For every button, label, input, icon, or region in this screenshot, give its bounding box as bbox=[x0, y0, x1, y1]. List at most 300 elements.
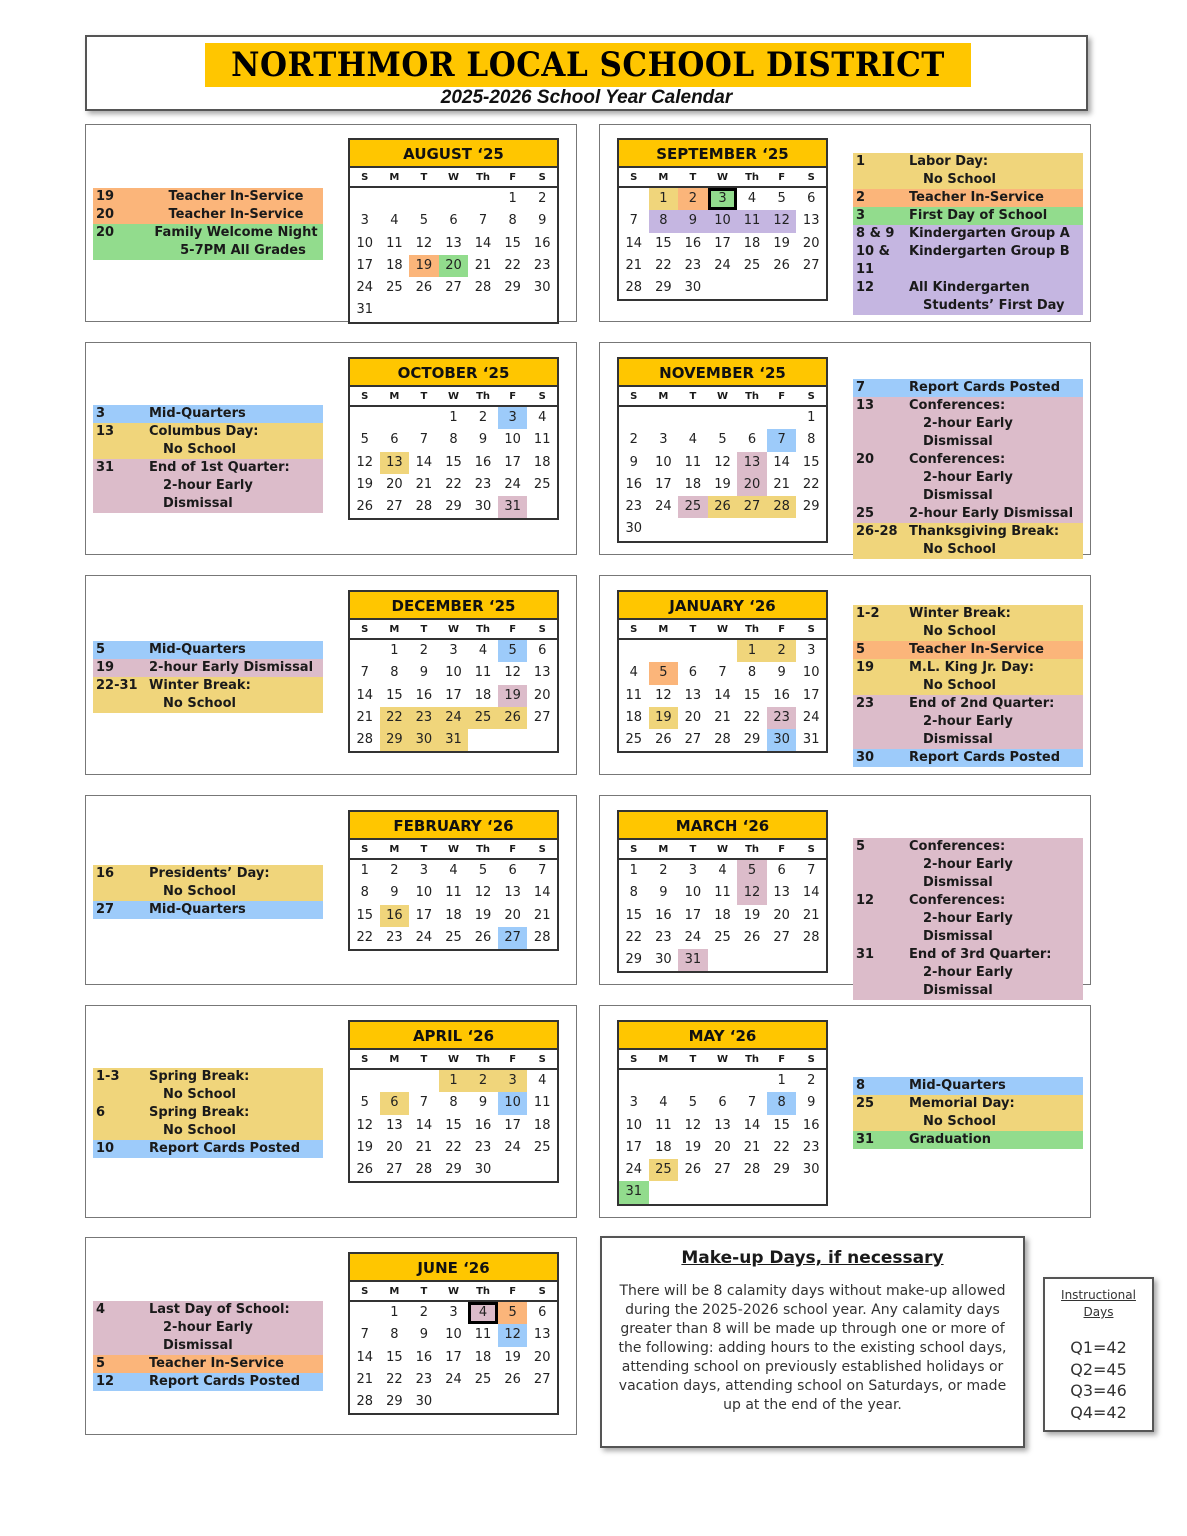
legend-text bbox=[909, 207, 1083, 225]
legend-date: 5 bbox=[96, 1356, 106, 1371]
day-cell: 5 bbox=[718, 432, 727, 448]
weekday-label: S bbox=[807, 1054, 815, 1065]
day-cell: 18 bbox=[474, 1349, 492, 1365]
day-cell: 19 bbox=[409, 255, 439, 277]
legend-date: 1-3 bbox=[96, 1069, 120, 1084]
day-cell: 27 bbox=[684, 732, 702, 748]
day-cell: 30 bbox=[802, 1162, 820, 1178]
makeup-days-box bbox=[600, 1236, 1025, 1448]
legend-line: No School bbox=[163, 1123, 236, 1138]
calendar-august bbox=[348, 138, 559, 324]
legend-item bbox=[93, 1068, 323, 1104]
day-cell: 7 bbox=[419, 1095, 429, 1111]
weekday-label: S bbox=[630, 624, 638, 635]
day-cell: 28 bbox=[356, 732, 374, 748]
day-cell: 12 bbox=[714, 454, 731, 470]
day-cell: 25 bbox=[386, 280, 403, 296]
day-cell: 30 bbox=[474, 1162, 492, 1178]
day-cell: 2 bbox=[419, 643, 429, 658]
day-grid bbox=[350, 860, 557, 949]
day-cell: 28 bbox=[802, 929, 820, 945]
day-cell: 6 bbox=[807, 191, 816, 206]
day-cell: 6 bbox=[718, 1095, 727, 1111]
legend-line: Mid-Quarters bbox=[149, 642, 246, 657]
calendar-subtitle: 2025-2026 School Year Calendar bbox=[440, 87, 733, 108]
day-cell: 20 bbox=[802, 235, 820, 251]
legend-item bbox=[93, 405, 323, 423]
weekday-label: S bbox=[807, 844, 815, 855]
day-cell: 22 bbox=[445, 476, 462, 492]
makeup-body: There will be 8 calamity days without make-up allowed during the 2025-2026 school year. Any calamity days greater than 8 will be made up through one or more of the following: adding hours to the existing school days, attending school on previously established holidays or vacation days, attending school on Saturdays, or made up at the end of the year. bbox=[618, 1283, 1007, 1413]
weekday-label: F bbox=[509, 844, 517, 855]
empty-cell bbox=[619, 640, 649, 662]
day-cell: 26 bbox=[356, 1162, 374, 1178]
day-cell: 1 bbox=[449, 410, 458, 425]
month-title: SEPTEMBER ‘25 bbox=[619, 140, 826, 168]
day-cell: 25 bbox=[649, 1159, 679, 1181]
legend-line: Teacher In-Service bbox=[168, 189, 304, 204]
day-cell: 6 bbox=[508, 863, 517, 878]
day-cell: 23 bbox=[474, 1139, 492, 1155]
weekday-label: W bbox=[716, 172, 728, 183]
day-cell: 1 bbox=[390, 643, 399, 658]
day-cell: 29 bbox=[445, 1162, 462, 1178]
day-cell: 11 bbox=[386, 235, 403, 251]
day-cell: 16 bbox=[380, 905, 410, 927]
calendar-september bbox=[617, 138, 828, 301]
weekday-label: S bbox=[361, 1054, 369, 1065]
legend-line: Presidents’ Day: bbox=[149, 866, 270, 881]
day-cell: 26 bbox=[504, 1371, 521, 1387]
day-cell: 21 bbox=[415, 476, 433, 492]
day-cell: 11 bbox=[684, 454, 702, 470]
day-cell: 24 bbox=[356, 280, 374, 296]
day-cell: 13 bbox=[684, 687, 702, 703]
legend-item bbox=[853, 207, 1083, 225]
weekday-label: M bbox=[658, 624, 669, 635]
empty-cell bbox=[678, 1070, 708, 1092]
day-cell: 8 bbox=[767, 1092, 797, 1114]
day-cell: 16 bbox=[802, 1117, 820, 1133]
day-cell: 30 bbox=[474, 499, 492, 515]
legend-line: Family Welcome Night bbox=[154, 225, 318, 240]
day-cell: 4 bbox=[390, 213, 399, 229]
legend-line: Report Cards Posted bbox=[909, 380, 1061, 395]
legend-text bbox=[909, 153, 1083, 189]
day-cell: 15 bbox=[802, 454, 820, 470]
day-cell: 12 bbox=[474, 885, 492, 901]
empty-cell bbox=[678, 407, 708, 429]
weekday-label: F bbox=[509, 391, 517, 402]
day-cell: 11 bbox=[533, 1095, 551, 1111]
legend-item bbox=[853, 189, 1083, 207]
day-cell: 25 bbox=[743, 257, 761, 273]
day-cell: 8 bbox=[390, 665, 399, 681]
day-cell: 5 bbox=[360, 1095, 369, 1111]
instructional-title-line1: Instructional bbox=[1061, 1288, 1136, 1302]
day-cell: 4 bbox=[718, 863, 727, 878]
day-cell: 20 bbox=[737, 474, 767, 496]
day-cell: 14 bbox=[773, 454, 790, 470]
day-cell: 30 bbox=[767, 729, 797, 751]
day-cell: 15 bbox=[655, 235, 672, 251]
calendar-december bbox=[348, 590, 559, 753]
legend-line: M.L. King Jr. Day: bbox=[909, 660, 1034, 675]
empty-cell bbox=[468, 188, 498, 210]
empty-cell bbox=[350, 188, 380, 210]
weekday-label: W bbox=[447, 172, 459, 183]
legend-date: 26-28 bbox=[856, 524, 898, 539]
weekday-label: F bbox=[509, 172, 517, 183]
day-cell: 24 bbox=[714, 257, 731, 273]
day-cell: 26 bbox=[356, 499, 374, 515]
weekday-label: Th bbox=[745, 391, 760, 402]
day-cell: 18 bbox=[533, 454, 551, 470]
day-cell: 22 bbox=[625, 929, 643, 945]
legend-text bbox=[909, 523, 1083, 559]
day-cell: 15 bbox=[445, 454, 462, 470]
legend-date: 5 bbox=[96, 642, 106, 657]
day-cell: 4 bbox=[659, 1095, 668, 1111]
day-cell: 19 bbox=[356, 1139, 374, 1155]
day-cell: 28 bbox=[533, 929, 551, 945]
legend-line: No School bbox=[923, 542, 996, 557]
day-cell: 3 bbox=[498, 407, 528, 429]
day-cell: 1 bbox=[737, 640, 767, 662]
day-cell: 1 bbox=[649, 188, 679, 210]
legend-text bbox=[909, 605, 1083, 641]
legend-line: No School bbox=[923, 624, 996, 639]
legend-date: 16 bbox=[96, 866, 115, 881]
day-cell: 15 bbox=[445, 1117, 462, 1133]
weekday-header bbox=[350, 840, 557, 860]
day-cell: 11 bbox=[474, 665, 492, 681]
legend-date: 12 bbox=[96, 1374, 115, 1389]
weekday-label: Th bbox=[745, 624, 760, 635]
legend-line: No School bbox=[163, 884, 236, 899]
legend-item bbox=[93, 423, 323, 459]
day-cell: 14 bbox=[415, 454, 433, 470]
legend-date: 19 bbox=[856, 660, 875, 675]
legend-item bbox=[853, 892, 1083, 946]
legend-text bbox=[149, 206, 323, 224]
month-title: OCTOBER ‘25 bbox=[350, 359, 557, 387]
legend-item bbox=[853, 379, 1083, 397]
district-title: NORTHMOR LOCAL SCHOOL DISTRICT bbox=[205, 43, 971, 87]
empty-cell bbox=[649, 1070, 679, 1092]
day-cell: 26 bbox=[743, 929, 761, 945]
day-cell: 3 bbox=[659, 432, 668, 448]
legend-item bbox=[853, 279, 1083, 315]
legend-text bbox=[909, 397, 1083, 451]
day-cell: 24 bbox=[802, 709, 820, 725]
legend-date: 31 bbox=[96, 460, 115, 475]
legend-item bbox=[93, 677, 323, 713]
day-cell: 1 bbox=[777, 1073, 786, 1088]
day-cell: 4 bbox=[468, 1302, 498, 1324]
day-cell: 19 bbox=[649, 707, 679, 729]
legend-item bbox=[853, 153, 1083, 189]
day-cell: 2 bbox=[629, 432, 638, 448]
empty-cell bbox=[380, 188, 410, 210]
quarter-days-list bbox=[1045, 1337, 1152, 1423]
day-cell: 15 bbox=[773, 1117, 790, 1133]
day-cell: 1 bbox=[360, 863, 369, 878]
day-cell: 9 bbox=[390, 885, 399, 901]
day-cell: 1 bbox=[390, 1305, 399, 1320]
weekday-label: S bbox=[361, 391, 369, 402]
day-cell: 27 bbox=[714, 1162, 731, 1178]
day-cell: 10 bbox=[625, 1117, 643, 1133]
day-cell: 21 bbox=[533, 907, 551, 923]
month-title: AUGUST ‘25 bbox=[350, 140, 557, 168]
day-cell: 24 bbox=[504, 1139, 521, 1155]
weekday-label: S bbox=[630, 172, 638, 183]
day-grid bbox=[619, 1070, 826, 1204]
legend-line: Report Cards Posted bbox=[149, 1374, 301, 1389]
legend-line: Winter Break: bbox=[909, 606, 1011, 621]
day-cell: 23 bbox=[409, 707, 439, 729]
legend-text bbox=[149, 423, 323, 459]
day-cell: 13 bbox=[533, 1327, 551, 1343]
legend-date: 8 & 9 bbox=[856, 226, 895, 241]
weekday-label: T bbox=[689, 624, 697, 635]
day-cell: 26 bbox=[474, 929, 492, 945]
day-cell: 3 bbox=[419, 863, 429, 878]
day-cell: 17 bbox=[625, 1139, 643, 1155]
weekday-label: Th bbox=[476, 172, 491, 183]
day-cell: 23 bbox=[474, 476, 492, 492]
legend-text bbox=[149, 1140, 323, 1158]
day-cell: 13 bbox=[737, 452, 767, 474]
legend-text bbox=[909, 1095, 1083, 1131]
day-cell: 9 bbox=[478, 432, 488, 448]
day-cell: 3 bbox=[360, 213, 369, 229]
day-cell: 7 bbox=[747, 1095, 757, 1111]
day-cell: 10 bbox=[708, 210, 738, 232]
day-cell: 21 bbox=[356, 709, 374, 725]
day-cell: 4 bbox=[538, 1073, 547, 1088]
day-cell: 10 bbox=[504, 432, 521, 448]
quarter-days-q1: Q1=42 bbox=[1070, 1338, 1127, 1357]
day-cell: 2 bbox=[390, 863, 399, 878]
day-cell: 21 bbox=[714, 709, 731, 725]
day-cell: 23 bbox=[533, 257, 551, 273]
day-cell: 22 bbox=[356, 929, 374, 945]
weekday-label: Th bbox=[745, 172, 760, 183]
day-cell: 10 bbox=[415, 885, 433, 901]
legend-item bbox=[853, 695, 1083, 749]
day-cell: 10 bbox=[802, 665, 820, 681]
day-cell: 21 bbox=[773, 476, 790, 492]
legend-item bbox=[93, 1140, 323, 1158]
weekday-header bbox=[350, 168, 557, 188]
weekday-label: F bbox=[509, 624, 517, 635]
day-cell: 24 bbox=[504, 476, 521, 492]
day-cell: 8 bbox=[449, 432, 458, 448]
quarter-days-q2: Q2=45 bbox=[1070, 1359, 1127, 1379]
day-cell: 19 bbox=[714, 476, 731, 492]
legend-date: 13 bbox=[96, 424, 115, 439]
day-grid bbox=[350, 188, 557, 322]
day-cell: 30 bbox=[409, 729, 439, 751]
legend-item bbox=[93, 1301, 323, 1355]
day-cell: 7 bbox=[538, 863, 547, 878]
day-cell: 22 bbox=[386, 1371, 403, 1387]
legend-item bbox=[93, 1104, 323, 1140]
legend-line: 2-hour Early Dismissal bbox=[909, 506, 1074, 521]
day-cell: 29 bbox=[504, 280, 521, 296]
day-cell: 28 bbox=[625, 280, 643, 296]
legend-text bbox=[909, 243, 1083, 279]
month-title: APRIL ‘26 bbox=[350, 1022, 557, 1050]
legend-line: 2-hour Early Dismissal bbox=[923, 857, 1013, 890]
weekday-label: M bbox=[389, 391, 400, 402]
day-cell: 13 bbox=[802, 213, 820, 229]
legend-date: 22-31 bbox=[96, 678, 138, 693]
weekday-label: T bbox=[420, 391, 428, 402]
day-cell: 25 bbox=[468, 707, 498, 729]
day-cell: 3 bbox=[688, 863, 698, 878]
day-cell: 20 bbox=[714, 1139, 731, 1155]
day-cell: 14 bbox=[415, 1117, 433, 1133]
day-cell: 7 bbox=[718, 665, 727, 681]
weekday-label: M bbox=[658, 391, 669, 402]
empty-cell bbox=[678, 640, 708, 662]
legend-line: Mid-Quarters bbox=[149, 406, 246, 421]
weekday-label: W bbox=[447, 391, 459, 402]
day-cell: 19 bbox=[498, 685, 528, 707]
legend-date: 19 bbox=[96, 189, 115, 204]
legend-january bbox=[853, 605, 1083, 767]
empty-cell bbox=[737, 407, 767, 429]
legend-date: 12 bbox=[856, 280, 875, 295]
legend-line: 2-hour Early Dismissal bbox=[923, 965, 1013, 998]
calendar-may bbox=[617, 1020, 828, 1206]
day-cell: 14 bbox=[356, 1349, 374, 1365]
day-cell: 20 bbox=[684, 709, 702, 725]
day-cell: 5 bbox=[419, 213, 429, 229]
weekday-label: F bbox=[778, 391, 786, 402]
legend-february bbox=[93, 865, 323, 919]
day-cell: 17 bbox=[445, 687, 462, 703]
legend-date: 20 bbox=[856, 452, 875, 467]
legend-line: Kindergarten Group A bbox=[909, 226, 1070, 241]
weekday-label: M bbox=[658, 1054, 669, 1065]
day-cell: 10 bbox=[498, 1092, 528, 1114]
day-cell: 20 bbox=[533, 687, 551, 703]
day-cell: 16 bbox=[773, 687, 790, 703]
day-cell: 8 bbox=[629, 885, 638, 901]
legend-text bbox=[909, 892, 1083, 946]
day-cell: 14 bbox=[625, 235, 643, 251]
day-cell: 21 bbox=[415, 1139, 433, 1155]
day-cell: 18 bbox=[533, 1117, 551, 1133]
legend-line: Students’ First Day bbox=[923, 298, 1065, 313]
weekday-header bbox=[619, 387, 826, 407]
legend-date: 31 bbox=[856, 947, 875, 962]
day-cell: 19 bbox=[356, 476, 374, 492]
legend-item bbox=[93, 459, 323, 513]
legend-line: Conferences: bbox=[909, 452, 1006, 467]
empty-cell bbox=[708, 407, 738, 429]
day-cell: 6 bbox=[538, 643, 547, 658]
day-cell: 8 bbox=[649, 210, 679, 232]
day-cell: 5 bbox=[649, 662, 679, 684]
day-cell: 2 bbox=[807, 1073, 816, 1088]
day-cell: 23 bbox=[802, 1139, 820, 1155]
day-cell: 25 bbox=[533, 476, 551, 492]
legend-text bbox=[909, 225, 1083, 243]
legend-date: 25 bbox=[856, 506, 875, 521]
day-cell: 7 bbox=[478, 213, 488, 229]
legend-date: 10 & 11 bbox=[856, 244, 890, 277]
day-cell: 5 bbox=[498, 640, 528, 662]
empty-cell bbox=[350, 1302, 380, 1324]
day-cell: 31 bbox=[619, 1181, 649, 1203]
day-cell: 4 bbox=[629, 665, 638, 681]
legend-line: Conferences: bbox=[909, 398, 1006, 413]
day-cell: 20 bbox=[439, 255, 469, 277]
legend-item bbox=[93, 865, 323, 901]
header-banner bbox=[85, 35, 1088, 111]
day-cell: 21 bbox=[802, 907, 820, 923]
weekday-label: M bbox=[389, 624, 400, 635]
day-cell: 20 bbox=[386, 1139, 403, 1155]
weekday-label: S bbox=[538, 844, 546, 855]
day-cell: 30 bbox=[415, 1394, 433, 1410]
day-cell: 16 bbox=[655, 907, 672, 923]
day-cell: 28 bbox=[415, 499, 433, 515]
legend-date: 2 bbox=[856, 190, 866, 205]
weekday-label: S bbox=[630, 391, 638, 402]
day-cell: 29 bbox=[380, 729, 410, 751]
day-cell: 17 bbox=[714, 235, 731, 251]
legend-date: 20 bbox=[96, 225, 115, 240]
weekday-label: Th bbox=[476, 391, 491, 402]
day-cell: 15 bbox=[386, 1349, 403, 1365]
day-cell: 8 bbox=[449, 1095, 458, 1111]
legend-item bbox=[853, 1095, 1083, 1131]
day-cell: 6 bbox=[390, 432, 399, 448]
legend-date: 3 bbox=[856, 208, 866, 223]
legend-text bbox=[149, 1355, 323, 1373]
legend-text bbox=[149, 188, 323, 206]
weekday-label: S bbox=[538, 391, 546, 402]
day-cell: 16 bbox=[625, 476, 643, 492]
day-cell: 15 bbox=[386, 687, 403, 703]
day-cell: 28 bbox=[743, 1162, 761, 1178]
legend-text bbox=[149, 865, 323, 901]
legend-line: No School bbox=[163, 1087, 236, 1102]
day-cell: 22 bbox=[380, 707, 410, 729]
day-cell: 23 bbox=[415, 1371, 433, 1387]
legend-line: End of 1st Quarter: bbox=[149, 460, 290, 475]
day-cell: 15 bbox=[504, 235, 521, 251]
legend-text bbox=[909, 451, 1083, 505]
empty-cell bbox=[619, 407, 649, 429]
day-cell: 27 bbox=[498, 927, 528, 949]
legend-line: Teacher In-Service bbox=[168, 207, 304, 222]
day-cell: 31 bbox=[356, 302, 374, 318]
weekday-label: F bbox=[778, 1054, 786, 1065]
empty-cell bbox=[619, 1070, 649, 1092]
day-cell: 22 bbox=[445, 1139, 462, 1155]
day-cell: 11 bbox=[625, 687, 643, 703]
weekday-label: S bbox=[630, 1054, 638, 1065]
day-cell: 12 bbox=[767, 210, 797, 232]
legend-december bbox=[93, 641, 323, 713]
